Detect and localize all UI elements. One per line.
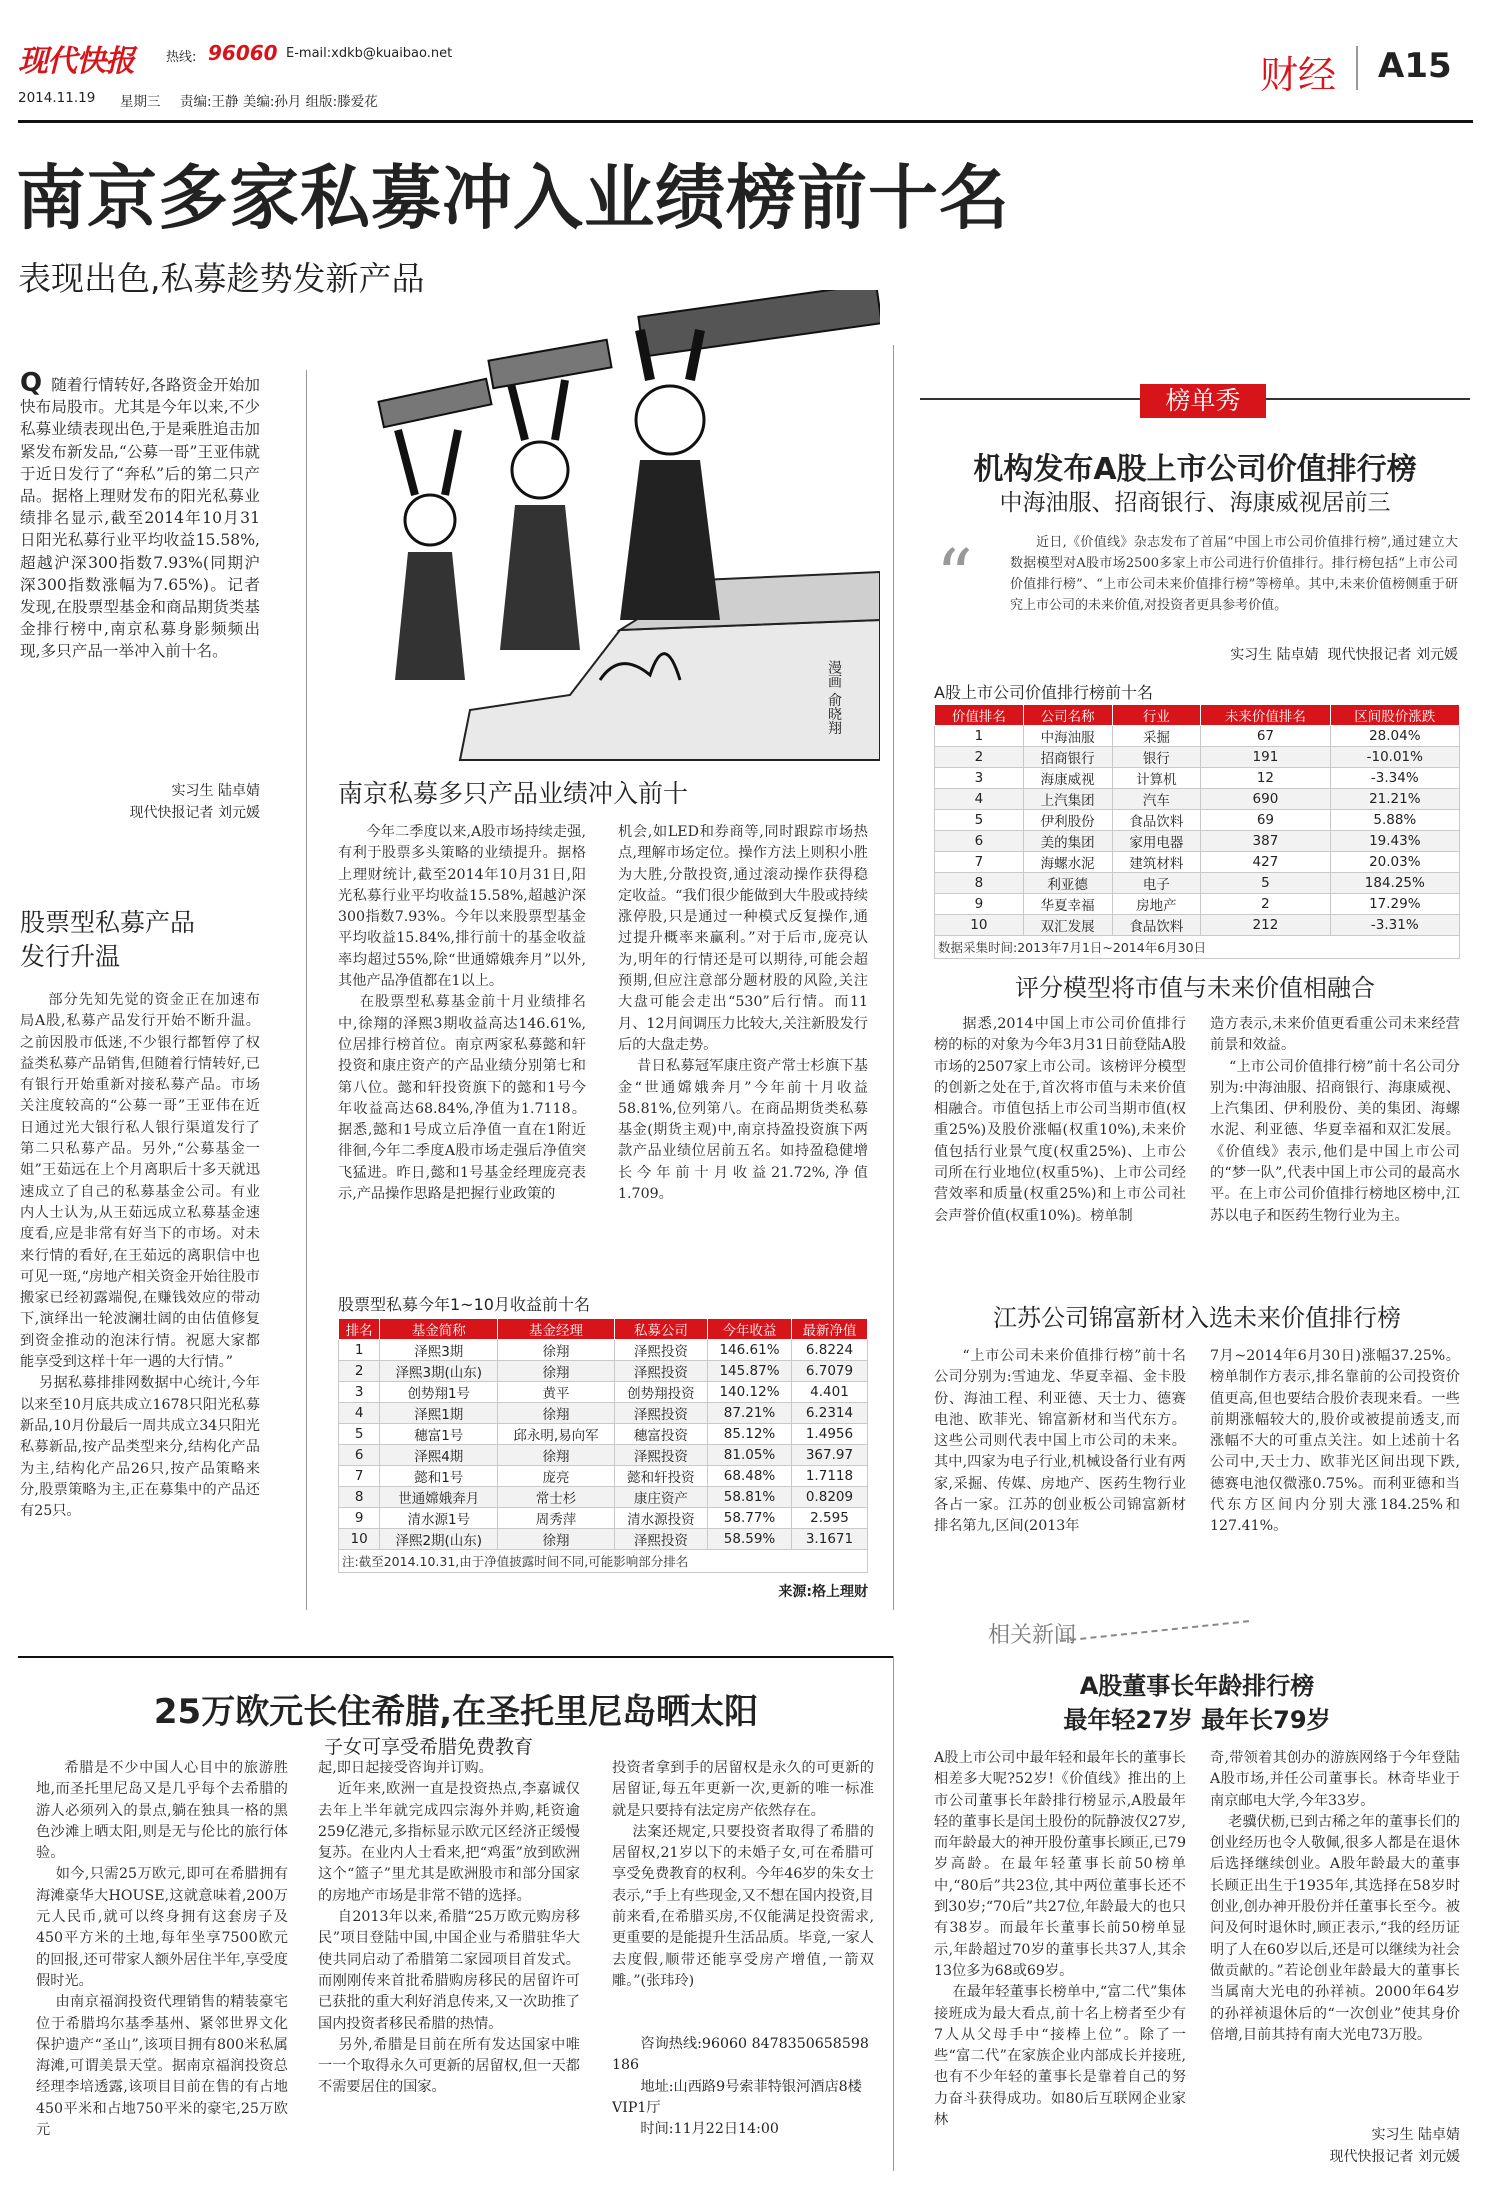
table-cell: 泽熙投资 [614, 1403, 707, 1424]
table-cell: 海螺水泥 [1023, 852, 1112, 873]
quote-icon: “ [936, 534, 973, 618]
table-cell: 5 [935, 810, 1024, 831]
col-company-name: 公司名称 [1023, 705, 1112, 726]
table-cell: 1.7118 [791, 1466, 867, 1487]
stock-fund-table [338, 1318, 868, 1550]
table-cell: -3.34% [1330, 768, 1459, 789]
hotline-number: 96060 [208, 41, 278, 65]
table-row [339, 1466, 868, 1487]
cartoon-illustration [320, 290, 880, 790]
table-cell: 银行 [1112, 747, 1201, 768]
table-cell: 5 [1201, 873, 1330, 894]
main-subheadline: 表现出色,私募趁势发新产品 [18, 259, 425, 298]
table-cell: 146.61% [708, 1340, 792, 1361]
table-cell: 泽熙3期 [380, 1340, 498, 1361]
right-headline: 机构发布A股上市公司价值排行榜 [973, 452, 1417, 487]
table-cell: 3 [935, 768, 1024, 789]
table-cell: 世通嫦娥奔月 [380, 1487, 498, 1508]
table-row [935, 789, 1460, 810]
table-cell: 创势翔投资 [614, 1382, 707, 1403]
table-cell: 常士杉 [498, 1487, 614, 1508]
table-cell: 周秀萍 [498, 1508, 614, 1529]
table-cell: 6 [935, 831, 1024, 852]
table-cell: 清水源1号 [380, 1508, 498, 1529]
table-cell: 68.48% [708, 1466, 792, 1487]
table-cell: 邱永明,易向军 [498, 1424, 614, 1445]
table-cell: 21.21% [1330, 789, 1459, 810]
table-cell: 1 [339, 1340, 380, 1361]
table-cell: 家用电器 [1112, 831, 1201, 852]
table-cell: 中海油服 [1023, 726, 1112, 747]
contact-block [612, 2034, 874, 2140]
right-sec2-col1: “上市公司未来价值排行榜”前十名公司分别为:雪迪龙、华夏幸福、金卡股份、海油工程、利亚德、天士力、德赛电池、欧菲光、锦富新材和当代东方。这些公司则代表中国上市公司的未来。其中,四家为电子行业,机械设备行业有两家,采掘、传媒、房地产、医药生物行业各占一家。江苏的创业板公司锦富新材排名第九,区间(2013年 [934, 1348, 1186, 1535]
table-cell: 房地产 [1112, 894, 1201, 915]
stock-fund-table-wrap [338, 1318, 868, 1601]
table-cell: 美的集团 [1023, 831, 1112, 852]
table-cell: 泽熙投资 [614, 1340, 707, 1361]
table-cell: 5.88% [1330, 810, 1459, 831]
col-return: 今年收益 [708, 1319, 792, 1340]
table-cell: 泽熙4期 [380, 1445, 498, 1466]
right-sec2-col2: 7月~2014年6月30日)涨幅37.25%。榜单制作方表示,排名靠前的公司投资价值更高,但也要结合股价表现来看。一些前期涨幅较大的,股价或被提前透支,而涨幅不大的可重点关注。如上述前十名公司中,天士力、欧菲光区间出现下跌,德赛电池仅微涨0.75%。而利亚德和当代东方区间内分别大涨184.25%和127.41%。 [1210, 1348, 1460, 1535]
table-row [339, 1445, 868, 1466]
table-cell: 5 [339, 1424, 380, 1445]
table-cell: 12 [1201, 768, 1330, 789]
news-body-col1: A股上市公司中最年轻和最年长的董事长相差多大呢?52岁!《价值线》推出的上市公司董事长年龄排行榜显示,A股最年轻的董事长是闰土股份的阮静波仅27岁,而年龄最大的神开股份董事长顾正,已79岁高龄。在最年轻董事长前50榜单中,“80后”共23位,其中两位董事长还不到30岁;“70后”共27位,年龄最大的也只有38岁。而最年长董事长前50榜单显示,年龄超过70岁的董事长共37人,其余13位多为68或69岁。 在最年轻董事长榜单中,“富二代”集体接班成为最大看点,前十名上榜者至少有7人从父母手中“接棒上位”。除了一些“富二代”在家族企业内部成长并接班,也有不少年轻的董事长是靠着自己的努力奋斗获得成功。如80后互联网企业家林 [934, 1750, 1186, 2129]
stock-fund-table-body [339, 1340, 868, 1550]
table-cell: 58.81% [708, 1487, 792, 1508]
table-cell: 10 [935, 915, 1024, 936]
table-row [935, 747, 1460, 768]
table-cell: 6.2314 [791, 1403, 867, 1424]
table-cell: 1 [935, 726, 1024, 747]
issue-date: 2014.11.19 [18, 90, 96, 106]
right-sec1-col1: 据悉,2014中国上市公司价值排行榜的标的对象为今年3月31日前登陆A股市场的2507家上市公司。该榜评分模型的创新之处在于,首次将市值与未来价值相融合。市值包括上市公司当期市值(权重25%)及股价涨幅(权重10%),未来价值包括行业景气度(权重25%)、上市公司所在行业地位(权重5%)、上市公司经营效率和质量(权重25%)和上市公司社会声誉价值(权重10%)。榜单制 [934, 1016, 1186, 1224]
table-cell: 4 [935, 789, 1024, 810]
table-cell: 采掘 [1112, 726, 1201, 747]
table-row [935, 852, 1460, 873]
table-cell: 泽熙投资 [614, 1445, 707, 1466]
related-news-label: 相关新闻 [988, 1623, 1077, 1648]
col-industry: 行业 [1112, 705, 1201, 726]
section-divider [1356, 46, 1358, 90]
table-cell: 清水源投资 [614, 1508, 707, 1529]
contact-hotline: 咨询热线:96060 8478350658598186 [612, 2036, 869, 2074]
table-cell: 85.12% [708, 1424, 792, 1445]
table-cell: 81.05% [708, 1445, 792, 1466]
bottom-col1: 希腊是不少中国人心目中的旅游胜地,而圣托里尼岛又是几乎每个去希腊的游人必须列入的景点,躺在独具一格的黑色沙滩上晒太阳,则是无与伦比的旅行体验。 如今,只需25万欧元,即可在希腊拥有海滩豪华大HOUSE,这就意味着,200万元人民币,就可以终身拥有这套房子及450平方米的土地,每年坐享7500欧元的回报,还可带家人额外居住半年,享受度假时光。 由南京福润投资代理销售的精装豪宅位于希腊坞尔基季基州、紧邻世界文化保护遗产“圣山”,该项目拥有800米私属海滩,可谓美景天堂。据南京福润投资总经理李培透露,该项目目前在售的有占地450平米和占地750平米的豪宅,25万欧元 [36, 1760, 288, 2139]
col-future-rank: 未来价值排名 [1201, 705, 1330, 726]
table-cell: 徐翔 [498, 1340, 614, 1361]
value-ranking-table [934, 704, 1460, 936]
table-header-row [339, 1319, 868, 1340]
table-cell: 上汽集团 [1023, 789, 1112, 810]
table-row [935, 894, 1460, 915]
table-cell: 懿和1号 [380, 1466, 498, 1487]
table-cell: 懿和轩投资 [614, 1466, 707, 1487]
table-cell: 2.595 [791, 1508, 867, 1529]
cartoon-credit: 漫画 俞晓翔 [826, 660, 842, 735]
table-cell: 伊利股份 [1023, 810, 1112, 831]
table-cell: 7 [339, 1466, 380, 1487]
table-cell: 穗富投资 [614, 1424, 707, 1445]
main-headline: 南京多家私募冲入业绩榜前十名 [16, 157, 1010, 239]
sec2-title: 南京私募多只产品业绩冲入前十 [338, 779, 689, 808]
section-name: 财经 [1260, 53, 1337, 97]
table-cell: 19.43% [1330, 831, 1459, 852]
table-cell: 2 [935, 747, 1024, 768]
table-cell: -3.31% [1330, 915, 1459, 936]
table-cell: 3 [339, 1382, 380, 1403]
table-cell: 7 [935, 852, 1024, 873]
table-row [339, 1424, 868, 1445]
table-cell: 4 [339, 1403, 380, 1424]
table-cell: 4.401 [791, 1382, 867, 1403]
table-cell: 6 [339, 1445, 380, 1466]
news-headline-2: 最年轻27岁 最年长79岁 [1063, 1706, 1331, 1734]
table-row [935, 873, 1460, 894]
value-ranking-table-body [935, 726, 1460, 936]
table-cell: 0.8209 [791, 1487, 867, 1508]
table-row [339, 1340, 868, 1361]
bottom-headline: 25万欧元长住希腊,在圣托里尼岛晒太阳 [153, 1692, 759, 1732]
table-header-row [935, 705, 1460, 726]
table-cell: 华夏幸福 [1023, 894, 1112, 915]
table-cell: 招商银行 [1023, 747, 1112, 768]
table-row [935, 768, 1460, 789]
table-cell: 20.03% [1330, 852, 1459, 873]
newspaper-logo: 现代快报 [18, 44, 134, 79]
table-cell: 9 [935, 894, 1024, 915]
table-cell: 8 [339, 1487, 380, 1508]
table-cell: 电子 [1112, 873, 1201, 894]
table-cell: 58.77% [708, 1508, 792, 1529]
table-cell: 2 [1201, 894, 1330, 915]
intro-quote: 近日,《价值线》杂志发布了首届“中国上市公司价值排行榜”,通过建立大数据模型对A股市场2500多家上市公司进行价值排行。排行榜包括“上市公司价值排行榜”、“上市公司未来价值排行榜”等榜单。其中,未来价值榜侧重于研究上市公司的未来价值,对投资者更具参考价值。 [1010, 535, 1458, 613]
col-nav: 最新净值 [791, 1319, 867, 1340]
table-cell: 徐翔 [498, 1403, 614, 1424]
table-cell: 3.1671 [791, 1529, 867, 1550]
bottom-subheadline: 子女可享受希腊免费教育 [324, 1736, 534, 1758]
table-row [935, 810, 1460, 831]
table-row [339, 1529, 868, 1550]
table-cell: 58.59% [708, 1529, 792, 1550]
right-sec1-col2: 造方表示,未来价值更看重公司未来经营前景和效益。 “上市公司价值排行榜”前十名公司分别为:中海油服、招商银行、海康威视、上汽集团、伊利股份、美的集团、海螺水泥、利亚德、华夏幸福和双汇发展。《价值线》表示,他们是中国上市公司的“梦一队”,代表中国上市公司的最高水平。在上市公司价值排行榜地区榜中,江苏以电子和医药生物行业为主。 [1210, 1016, 1460, 1224]
page-number: A15 [1378, 46, 1452, 86]
table-row [339, 1382, 868, 1403]
table-cell: 69 [1201, 810, 1330, 831]
right-sec1-title: 评分模型将市值与未来价值相融合 [1015, 974, 1375, 1002]
table-row [935, 915, 1460, 936]
list-show-badge: 榜单秀 [1140, 384, 1266, 418]
left-column-divider [306, 370, 307, 1610]
table-cell: 2 [339, 1361, 380, 1382]
table-cell: 泽熙1期 [380, 1403, 498, 1424]
lead-paragraph: 随着行情转好,各路资金开始加快布局股市。尤其是今年以来,不少私募业绩表现出色,于是乘胜追击加紧发布新发品,“公募一哥”王亚伟就于近日发行了“奔私”后的第二只产品。据格上理财发布的阳光私募业绩排名显示,截至2014年10月31日阳光私募行业平均收益15.58%,超越沪深300指数7.93%(同期沪深300指数涨幅为7.65%)。记者发现,在股票型基金和商品期货类基金排行榜中,南京私募身影频频出现,多只产品一举冲入前十名。 [20, 376, 260, 661]
table-cell: 367.97 [791, 1445, 867, 1466]
bottom-right-divider [893, 1656, 894, 2171]
masthead [18, 36, 1473, 116]
table-row [935, 831, 1460, 852]
masthead-rule [18, 120, 1473, 123]
table-row [339, 1508, 868, 1529]
news-body-col2: 奇,带领着其创办的游族网络于今年登陆A股市场,并任公司董事长。林奇毕业于南京邮电大学,今年33岁。 老骥伏枥,已到古稀之年的董事长们的创业经历也令人敬佩,很多人都是在退休后选择继续创业。A股年龄最大的董事长顾正出生于1935年,其选择在58岁时创业,创办神开股份并任董事长至今。被问及何时退休时,顾正表示,“我的经历证明了人在60岁以后,还是可以继续为社会做贡献的。”若论创业年龄最大的董事长当属南大光电的孙祥祯。2000年64岁的孙祥祯退休后的“一次创业”使其身价倍增,目前其持有南大光电73万股。 [1210, 1750, 1460, 2043]
table-cell: 泽熙3期(山东) [380, 1361, 498, 1382]
table-cell: 汽车 [1112, 789, 1201, 810]
table-row [935, 726, 1460, 747]
value-table-note: 数据采集时间:2013年7月1日~2014年6月30日 [934, 936, 1460, 959]
table-cell: 427 [1201, 852, 1330, 873]
table-cell: 双汇发展 [1023, 915, 1112, 936]
cartoon-drawing [320, 290, 880, 790]
value-table-wrap [934, 704, 1460, 959]
table-cell: 10 [339, 1529, 380, 1550]
table-cell: 泽熙投资 [614, 1361, 707, 1382]
table-row [339, 1403, 868, 1424]
table-cell: 145.87% [708, 1361, 792, 1382]
col-rank: 排名 [339, 1319, 380, 1340]
table-cell: 6.8224 [791, 1340, 867, 1361]
sec2-body-col2: 机会,如LED和券商等,同时跟踪市场热点,理解市场定位。操作方法上则积小胜为大胜,分散投资,通过滚动操作获得稳定收益。“我们很少能做到大牛股或持续涨停股,只是通过一种模式反复操作,通过提升概率来赢利。”对于后市,庞亮认为,明年的行情还是可以期待,可能会超预期,但应注意部分题材股的风险,关注大盘可能会走出“530”后行情。而11月、12月间调压力比较大,关注新股发行后的大盘走势。 昔日私募冠军康庄资产常士杉旗下基金“世通嫦娥奔月”今年前十月收益58.81%,位列第八。在商品期货类私募基金(期货主观)中,南京持盈投资旗下两款产品业绩位居前五名。如持盈稳健增长今年前十月收益21.72%,净值1.709。 [618, 824, 868, 1203]
bottom-story-rule [18, 1656, 894, 1658]
center-column-divider [893, 345, 894, 1610]
contact-time: 时间:11月22日14:00 [640, 2121, 779, 2138]
table-cell: 食品饮料 [1112, 915, 1201, 936]
table-cell: 徐翔 [498, 1361, 614, 1382]
col-company: 私募公司 [614, 1319, 707, 1340]
table-cell: 140.12% [708, 1382, 792, 1403]
hotline-label: 热线: [166, 50, 197, 65]
stock-fund-table-source: 来源:格上理财 [778, 1584, 868, 1600]
table-cell: 6.7079 [791, 1361, 867, 1382]
news-headline-1: A股董事长年龄排行榜 [1079, 1672, 1315, 1700]
related-news-dashed-rule [1060, 1620, 1249, 1642]
issue-weekday: 星期三 [120, 94, 161, 110]
page-editors: 责编:王静 美编:孙月 组版:滕爱花 [180, 94, 378, 110]
table-cell: 28.04% [1330, 726, 1459, 747]
table-cell: 67 [1201, 726, 1330, 747]
table-cell: 8 [935, 873, 1024, 894]
email-address: E-mail:xdkb@kuaibao.net [286, 46, 453, 61]
table-cell: 9 [339, 1508, 380, 1529]
value-table-title: A股上市公司价值排行榜前十名 [934, 683, 1153, 702]
table-cell: 184.25% [1330, 873, 1459, 894]
col-fund-name: 基金简称 [380, 1319, 498, 1340]
table-cell: 690 [1201, 789, 1330, 810]
table-cell: 建筑材料 [1112, 852, 1201, 873]
right-sec2-title: 江苏公司锦富新材入选未来价值排行榜 [993, 1304, 1401, 1332]
sec1-title: 股票型私募产品 发行升温 [20, 908, 196, 971]
col-value-rank: 价值排名 [935, 705, 1024, 726]
lead-quote-mark: Q [20, 368, 43, 398]
table-cell: 海康威视 [1023, 768, 1112, 789]
table-cell: 计算机 [1112, 768, 1201, 789]
table-cell: -10.01% [1330, 747, 1459, 768]
right-byline: 实习生 陆卓婧 现代快报记者 刘元媛 [1230, 647, 1458, 663]
lead-byline: 实习生 陆卓婧 现代快报记者 刘元媛 [129, 783, 260, 821]
table-cell: 212 [1201, 915, 1330, 936]
table-cell: 泽熙投资 [614, 1529, 707, 1550]
bottom-col3: 投资者拿到手的居留权是永久的可更新的居留证,每五年更新一次,更新的唯一标准就是只要持有法定房产依然存在。 法案还规定,只要投资者取得了希腊的居留权,21岁以下的未婚子女,可在希腊可享受免费教育的权利。今年46岁的朱女士表示,“手上有些现金,又不想在国内投资,目前来看,在希腊买房,不仅能满足投资需求,更重要的是能提升生活品质。毕竟,一家人去度假,顺带还能享受房产增值,一箭双雕。”(张玮玲) [612, 1760, 874, 1989]
table-cell: 利亚德 [1023, 873, 1112, 894]
bottom-col2: 起,即日起接受咨询并订购。 近年来,欧洲一直是投资热点,李嘉诚仅去年上半年就完成四宗海外并购,耗资逾259亿港元,多指标显示欧元区经济正缓慢复苏。在业内人士看来,把“鸡蛋”放到欧洲这个“篮子”里尤其是欧洲股市和部分国家的房地产市场是非常不错的选择。 自2013年以来,希腊“25万欧元购房移民”项目登陆中国,中国企业与希腊驻华大使共同启动了希腊第二家园项目首发式。而刚刚传来首批希腊购房移民的居留许可已获批的重大利好消息传来,又一次助推了国内投资者移民希腊的热情。 另外,希腊是目前在所有发达国家中唯一一个取得永久可更新的居留权,但一天都不需要居住的国家。 [318, 1760, 580, 2096]
table-cell: 穗富1号 [380, 1424, 498, 1445]
contact-address: 地址:山西路9号索菲特银河酒店8楼VIP1厅 [612, 2078, 862, 2116]
stock-fund-table-note: 注:截至2014.10.31,由于净值披露时间不同,可能影响部分排名 [338, 1550, 868, 1573]
table-cell: 87.21% [708, 1403, 792, 1424]
table-cell: 191 [1201, 747, 1330, 768]
table-cell: 庞亮 [498, 1466, 614, 1487]
table-cell: 1.4956 [791, 1424, 867, 1445]
table-row [339, 1487, 868, 1508]
col-price-change: 区间股价涨跌 [1330, 705, 1459, 726]
table-cell: 黄平 [498, 1382, 614, 1403]
table-cell: 徐翔 [498, 1529, 614, 1550]
stock-fund-table-title: 股票型私募今年1~10月收益前十名 [338, 1295, 590, 1314]
col-manager: 基金经理 [498, 1319, 614, 1340]
table-cell: 创势翔1号 [380, 1382, 498, 1403]
table-cell: 康庄资产 [614, 1487, 707, 1508]
sec2-body-col1: 今年二季度以来,A股市场持续走强,有利于股票多头策略的业绩提升。据格上理财统计,截至2014年10月31日,阳光私募行业平均收益15.58%,超越沪深300指数7.93%。今年以来股票型基金平均收益15.84%,排行前十的基金收益率均超过55%,除“世通嫦娥奔月”以外,其他产品净值都在1以上。 在股票型私募基金前十月业绩排名中,徐翔的泽熙3期收益高达146.61%,位居排行榜首位。南京两家私募懿和轩投资和康庄资产的产品业绩分别第七和第八位。懿和轩投资旗下的懿和1号今年收益高达68.84%,净值为1.7118。据悉,懿和1号成立后净值一直在1附近徘徊,今年二季度A股市场走强后净值突飞猛进。昨日,懿和1号基金经理庞亮表示,产品操作思路是把握行业政策的 [338, 824, 586, 1203]
right-subheadline: 中海油服、招商银行、海康威视居前三 [999, 490, 1391, 516]
table-row [339, 1361, 868, 1382]
table-cell: 17.29% [1330, 894, 1459, 915]
news-byline: 实习生 陆卓婧 现代快报记者 刘元媛 [1329, 2127, 1460, 2165]
table-cell: 食品饮料 [1112, 810, 1201, 831]
sec1-body: 部分先知先觉的资金正在加速布局A股,私募产品发行开始不断升温。之前因股市低迷,不少银行都暂停了权益类私募产品销售,但随着行情转好,已有银行开始重新对接私募产品。市场关注度较高的“公募一哥”王亚伟在近日通过光大银行私人银行渠道发行了第二只私募产品。另外,“公募基金一姐”王茹远在上个月离职后十多天就迅速成立了自己的私募基金公司。有业内人士认为,从王茹远成立私募基金速度看,应是非常有好当下的市场。对未来行情的看好,在王茹远的离职信中也可见一斑,“房地产相关资金开始往股市搬家已经初露端倪,在赚钱效应的带动下,演绎出一轮波澜壮阔的由估值修复到资金推动的泡沫行情。祝愿大家都能享受到这样十年一遇的大行情。” 另据私募排排网数据中心统计,今年以来至10月底共成立1678只阳光私募新品,10月份最后一周共成立34只阳光私募新品,按产品类型来分,结构化产品为主,结构化产品26只,按产品策略来分,股票策略为主,正在募集中的产品还有25只。 [20, 992, 260, 1520]
table-cell: 泽熙2期(山东) [380, 1529, 498, 1550]
table-cell: 徐翔 [498, 1445, 614, 1466]
table-cell: 387 [1201, 831, 1330, 852]
